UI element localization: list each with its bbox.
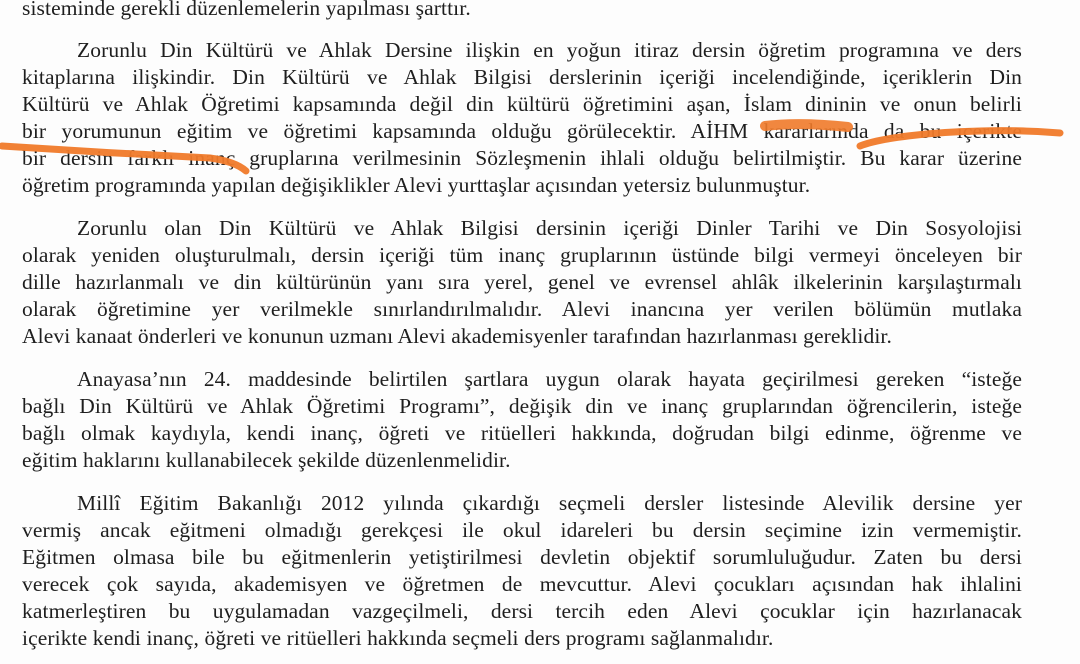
paragraph-2-line-5: bir dersin farklı inanç gruplarına verilmesinin Sözleşmenin ihlali olduğu belirtilmiştir. Bu karar üzerine <box>22 146 1022 170</box>
paragraph-2-line-6: öğretim programında yapılan değişiklikler Alevi yurttaşlar açısından yetersiz bulunmuştur. <box>22 173 811 197</box>
paragraph-3-line-2: olarak yeniden oluşturulmalı, dersin içeriği tüm inanç gruplarının üstünde bilgi vermeyi önceleyen bir <box>22 243 1022 267</box>
paragraph-2-line-2: kitaplarına ilişkindir. Din Kültürü ve Ahlak Bilgisi derslerinin içeriği incelendiğinde, içeriklerin Din <box>22 65 1022 89</box>
paragraph-3-line-4: olarak öğretimine yer verilmekle sınırlandırılmalıdır. Alevi inancına yer verilen bölümün mutlaka <box>22 297 1022 321</box>
paragraph-5-line-4: verecek çok sayıda, akademisyen ve öğretmen de mevcuttur. Alevi çocukları açısından hak ihlalini <box>22 572 1022 596</box>
paragraph-5-line-5: katmerleştiren bu uygulamadan vazgeçilmeli, dersi tercih eden Alevi çocuklar için hazırlanacak <box>22 599 1022 623</box>
paragraph-5-line-2: vermiş ancak eğitmeni olmadığı gerekçesi ile okul idareleri bu dersin seçimine izin vermemiştir. <box>22 518 1022 542</box>
paragraph-3-line-1: Zorunlu olan Din Kültürü ve Ahlak Bilgisi dersinin içeriği Dinler Tarihi ve Din Sosyolojisi <box>77 216 1022 240</box>
paragraph-4-line-2: bağlı Din Kültürü ve Ahlak Öğretimi Programı”, değişik din ve inanç gruplarından öğrencilerin, isteğe <box>22 394 1022 418</box>
paragraph-3-line-3: dille hazırlanmalı ve din kültürünün yanı sıra yerel, genel ve evrensel ahlâk ilkelerinin karşılaştırmalı <box>22 270 1022 294</box>
paragraph-4-line-3: bağlı olmak kaydıyla, kendi inanç, öğreti ve ritüelleri hakkında, doğrudan bilgi edinme, öğrenme ve <box>22 421 1022 445</box>
paragraph-4-line-1: Anayasa’nın 24. maddesinde belirtilen şartlara uygun olarak hayata geçirilmesi gereken “isteğe <box>77 367 1022 391</box>
paragraph-5-line-1: Millî Eğitim Bakanlığı 2012 yılında çıkardığı seçmeli dersler listesinde Alevilik dersine yer <box>77 491 1022 515</box>
paragraph-2-line-3: Kültürü ve Ahlak Öğretimi kapsamında değil din kültürü öğretimini aşan, İslam dininin ve onun belirli <box>22 92 1022 116</box>
paragraph-2-line-1: Zorunlu Din Kültürü ve Ahlak Dersine ilişkin en yoğun itiraz dersin öğretim programına ve ders <box>77 38 1022 62</box>
paragraph-4-line-4: eğitim haklarını kullanabilecek şekilde düzenlenmelidir. <box>22 448 511 472</box>
paragraph-5-line-3: Eğitmen olmasa bile bu eğitmenlerin yetiştirilmesi devletin objektif sorumluluğudur. Zaten bu dersi <box>22 545 1022 569</box>
paragraph-1-line-1: sisteminde gerekli düzenlemelerin yapılması şarttır. <box>22 0 471 20</box>
paragraph-5-line-6: içerikte kendi inanç, öğreti ve ritüelleri hakkında seçmeli ders programı sağlanmalıdır. <box>22 626 774 650</box>
paragraph-3-line-5: Alevi kanaat önderleri ve konunun uzmanı Alevi akademisyenler tarafından hazırlanması gereklidir. <box>22 324 892 348</box>
paragraph-2-line-4: bir yorumunun eğitim ve öğretimi kapsamında olduğu görülecektir. AİHM kararlarında da bu içerikte <box>22 119 1022 143</box>
